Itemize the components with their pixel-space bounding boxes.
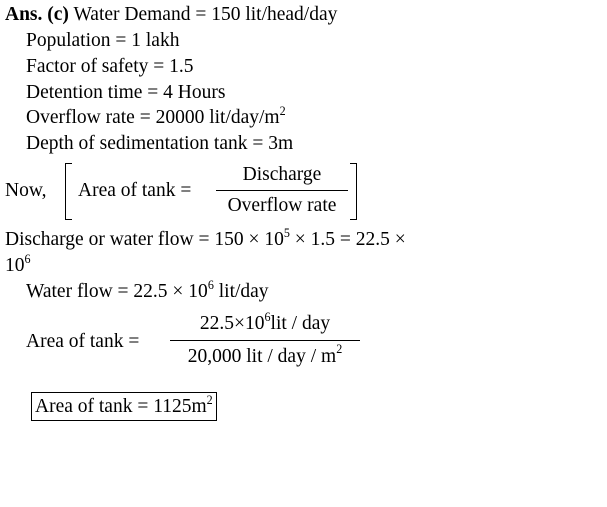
result-text: Area of tank = 1125m xyxy=(35,396,207,417)
left-bracket xyxy=(65,163,72,220)
overflow-rate-text: Overflow rate = 20000 lit/day/m xyxy=(26,107,280,128)
result-exponent: 2 xyxy=(206,392,213,407)
population-text: Population = 1 lakh xyxy=(26,30,180,51)
area-calc-num-b: lit / day xyxy=(270,313,331,334)
discharge-exponent-5: 5 xyxy=(283,225,290,240)
water-flow-text-b: lit/day xyxy=(213,281,269,302)
water-flow-line xyxy=(26,277,269,302)
formula-denominator: Overflow rate xyxy=(227,194,337,216)
overflow-rate-exponent: 2 xyxy=(279,103,286,118)
area-calc-num-a: 22.5×10 xyxy=(199,313,265,334)
formula-fraction xyxy=(216,165,348,215)
result-box xyxy=(31,392,217,421)
formula-lead: Now, xyxy=(5,180,47,201)
area-calc-num-exponent: 6 xyxy=(264,309,271,324)
answer-prefix: Ans. (c) xyxy=(5,4,69,25)
water-flow-text-a: Water flow = 22.5 × 10 xyxy=(26,281,208,302)
discharge-text-a: Discharge or water flow = 150 × 10 xyxy=(5,229,284,250)
area-calc-den-exponent: 2 xyxy=(336,342,343,357)
water-demand-text: Water Demand = 150 lit/head/day xyxy=(73,4,338,25)
right-bracket xyxy=(350,163,357,220)
water-flow-exponent: 6 xyxy=(207,277,214,292)
discharge-base-10: 10 xyxy=(5,255,25,276)
area-calc-den-a: 20,000 lit / day / m xyxy=(187,345,337,367)
area-calc-denominator xyxy=(170,341,360,367)
formula-lhs: Area of tank = xyxy=(78,180,192,201)
area-calc-numerator xyxy=(170,309,360,340)
detention-time-text: Detention time = 4 Hours xyxy=(26,82,226,103)
area-calc-lhs: Area of tank = xyxy=(26,331,140,352)
discharge-line-2 xyxy=(5,251,31,276)
depth-text: Depth of sedimentation tank = 3m xyxy=(26,133,294,154)
discharge-exponent-6: 6 xyxy=(24,251,31,266)
discharge-line-1 xyxy=(5,225,406,250)
discharge-text-b: × 1.5 = 22.5 × xyxy=(289,229,406,250)
overflow-rate-line xyxy=(26,103,286,128)
factor-of-safety-text: Factor of safety = 1.5 xyxy=(26,56,194,77)
area-calc-fraction xyxy=(170,309,360,367)
answer-line xyxy=(5,5,337,25)
formula-numerator: Discharge xyxy=(242,164,322,185)
